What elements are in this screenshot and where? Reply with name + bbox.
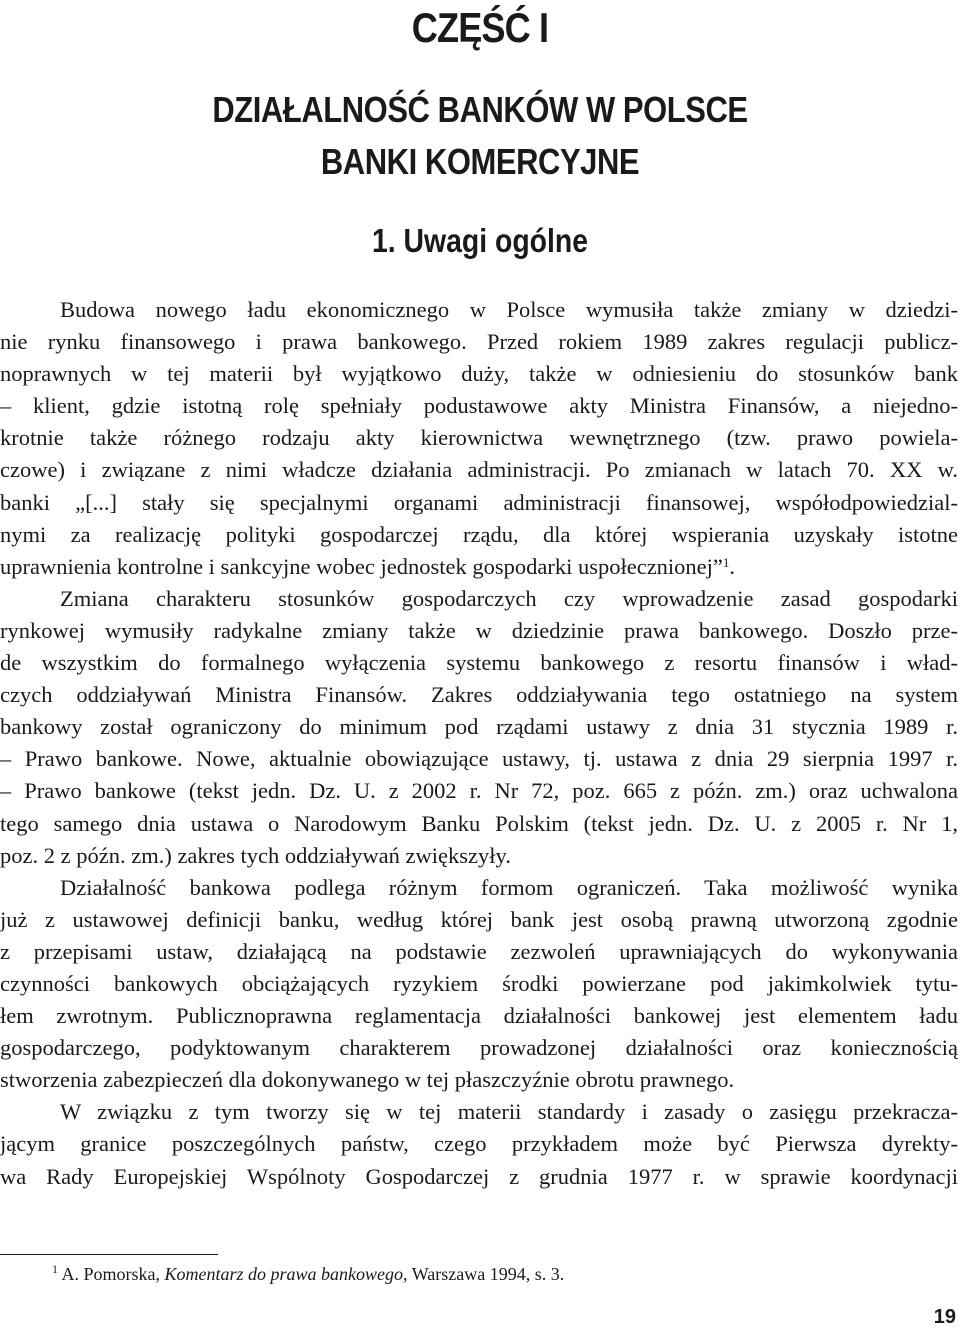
text-line: jącym granice poszczególnych państw, czego przykładem może być Pierwsza dyrekty- xyxy=(0,1131,958,1157)
chapter-title-line-2: BANKI KOMERCYJNE xyxy=(320,141,640,182)
text-line: tego samego dnia ustawa o Narodowym Banku Polskim (tekst jedn. Dz. U. z 2005 r. Nr 1, xyxy=(0,810,958,836)
text-line: czych oddziaływań Ministra Finansów. Zakres oddziaływania tego ostatniego na system xyxy=(0,682,958,708)
text-line: z przepisami ustaw, działającą na podstawie zezwoleń uprawniających do wykonywania xyxy=(0,938,958,964)
sentence-end: . xyxy=(729,553,736,579)
text-line: już z ustawowej definicji banku, według której bank jest osobą prawną utworzoną zgodnie xyxy=(0,906,958,932)
text-line: – klient, gdzie istotną rolę spełniały podustawowe akty Ministra Finansów, a niejedno- xyxy=(0,393,958,419)
text-line: stworzenia zabezpieczeń dla dokonywanego w tej płaszczyźnie obrotu prawnego. xyxy=(0,1067,735,1093)
text-line: – Prawo bankowe. Nowe, aktualnie obowiązujące ustawy, tj. ustawa z dnia 29 sierpnia 1997 r. xyxy=(0,746,958,772)
text-line: czynności bankowych obciążających ryzykiem środki powierzane pod jakimkolwiek tytu- xyxy=(0,970,958,996)
text-line: – Prawo bankowe (tekst jedn. Dz. U. z 2002 r. Nr 72, poz. 665 z późn. zm.) oraz uchwalona xyxy=(0,778,958,804)
text-line: czowe) i związane z nimi władcze działania administracji. Po zmianach w latach 70. XX w. xyxy=(0,457,958,483)
footnote-reference[interactable]: 1 xyxy=(722,554,730,570)
part-title: CZĘŚĆ I xyxy=(411,4,549,51)
footnote-divider xyxy=(0,1254,218,1255)
page-number: 19 xyxy=(933,1306,956,1328)
text-line: Działalność bankowa podlega różnym formom ograniczeń. Taka możliwość wynika xyxy=(60,874,958,900)
text-line: nymi za realizację polityki gospodarczej rządu, dla której wspierania uzyskały istotne xyxy=(0,521,958,547)
text-line: bankowy został ograniczony do minimum pod rządami ustawy z dnia 31 stycznia 1989 r. xyxy=(0,714,958,740)
footnote-rest: , Warszawa 1994, s. 3. xyxy=(403,1264,565,1284)
text-line: Zmiana charakteru stosunków gospodarczych czy wprowadzenie zasad gospodarki xyxy=(60,585,958,611)
text-line: nie rynku finansowego i prawa bankowego. Przed rokiem 1989 zakres regulacji publicz- xyxy=(0,329,958,355)
text-line: banki „[...] stały się specjalnymi organami administracji finansowej, współodpowiedzial- xyxy=(0,489,958,515)
text-line: rynkowej wymusiły radykalne zmiany także w dziedzinie prawa bankowego. Doszło prze- xyxy=(0,617,958,643)
text-line-with-footnote xyxy=(0,551,958,583)
body-text xyxy=(0,294,960,1193)
text-line: de wszystkim do formalnego wyłączenia systemu bankowego z resortu finansów i wład- xyxy=(0,650,958,676)
text-line: uprawnienia kontrolne i sankcyjne wobec jednostek gospodarki uspołecznionej” xyxy=(0,553,723,579)
text-line: noprawnych w tej materii był wyjątkowo duży, także w odniesieniu do stosunków bank xyxy=(0,361,958,387)
section-title: 1. Uwagi ogólne xyxy=(371,222,589,259)
text-line: wa Rady Europejskiej Wspólnoty Gospodarczej z grudnia 1977 r. w sprawie koordynacji xyxy=(0,1163,958,1189)
chapter-title-line-1: DZIAŁALNOŚĆ BANKÓW W POLSCE xyxy=(212,89,748,130)
chapter-title xyxy=(67,84,893,188)
text-line: krotnie także różnego rodzaju akty kierownictwa wewnętrznego (tzw. prawo powiela- xyxy=(0,425,958,451)
text-line: gospodarczego, podyktowanym charakterem prowadzonej działalności oraz koniecznością xyxy=(0,1035,958,1061)
footnote-title: Komentarz do prawa bankowego xyxy=(164,1264,404,1284)
footnote-number: 1 xyxy=(52,1262,58,1276)
text-line: W związku z tym tworzy się w tej materii standardy i zasady o zasięgu przekracza- xyxy=(60,1099,958,1125)
footnote xyxy=(52,1264,564,1285)
text-line: łem zwrotnym. Publicznoprawna reglamentacja działalności bankowej jest elementem ładu xyxy=(0,1003,958,1029)
footnote-author: A. Pomorska, xyxy=(61,1264,161,1284)
text-line: Budowa nowego ładu ekonomicznego w Polsce wymusiła także zmiany w dziedzi- xyxy=(60,297,958,322)
text-line: poz. 2 z późn. zm.) zakres tych oddziaływań zwiększyły. xyxy=(0,842,511,868)
